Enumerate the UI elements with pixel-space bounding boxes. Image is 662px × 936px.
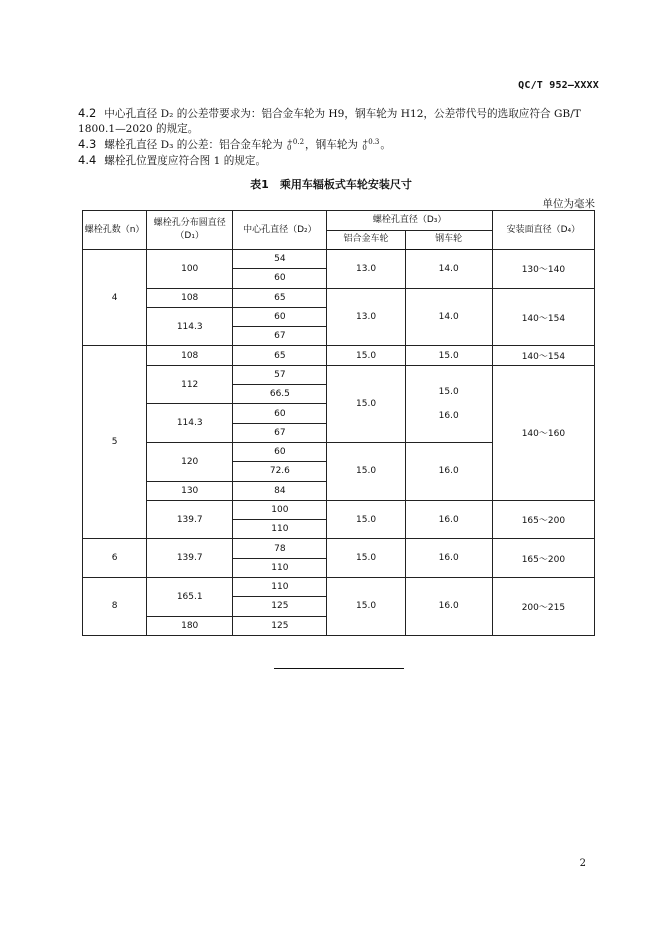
cell-steel: 15.0 16.0 [405, 365, 492, 442]
cell-pcd: 108 [147, 288, 233, 307]
cell-aluminum: 13.0 [327, 250, 405, 289]
table-row [83, 365, 595, 384]
cell-mounting-face: 165～200 [492, 500, 594, 539]
cell-mounting-face: 140～154 [492, 288, 594, 346]
cell-center-bore: 60 [233, 404, 327, 423]
cell-bolt-count: 5 [83, 346, 147, 539]
header-pcd: 螺栓孔分布圆直径（D₁） [147, 211, 233, 250]
cell-aluminum: 13.0 [327, 288, 405, 346]
table-row [83, 346, 595, 365]
cell-mounting-face: 140～154 [492, 346, 594, 365]
table-row [83, 250, 595, 269]
cell-center-bore: 84 [233, 481, 327, 500]
cell-steel: 14.0 [405, 288, 492, 346]
clause-number: 4.2 [78, 106, 97, 120]
cell-bolt-count: 6 [83, 539, 147, 578]
table-row [83, 288, 595, 307]
cell-aluminum: 15.0 [327, 365, 405, 442]
header-bolt-hole: 螺栓孔直径（D₃） [327, 211, 492, 231]
cell-center-bore: 110 [233, 578, 327, 597]
clause-4-3: 4.3 螺栓孔直径 D₃ 的公差：铝合金车轮为 +0.2 0 ，钢车轮为 +0.3 0 。 [78, 137, 391, 152]
table-row [83, 539, 595, 558]
cell-center-bore: 65 [233, 346, 327, 365]
header-center-bore: 中心孔直径（D₂） [233, 211, 327, 250]
cell-mounting-face: 130～140 [492, 250, 594, 289]
cell-steel: 16.0 [405, 539, 492, 578]
cell-pcd: 165.1 [147, 578, 233, 617]
cell-pcd: 114.3 [147, 307, 233, 346]
clause-number: 4.4 [78, 153, 97, 167]
cell-steel: 16.0 [405, 500, 492, 539]
cell-center-bore: 60 [233, 307, 327, 326]
clause-number: 4.3 [78, 137, 97, 151]
cell-pcd: 139.7 [147, 539, 233, 578]
end-of-text-rule [274, 668, 404, 669]
table-title: 表1 乘用车辐板式车轮安装尺寸 [250, 178, 412, 191]
cell-pcd: 100 [147, 250, 233, 289]
cell-center-bore: 60 [233, 442, 327, 461]
cell-pcd: 120 [147, 442, 233, 481]
cell-aluminum: 15.0 [327, 442, 405, 500]
standard-code: QC/T 952—XXXX [518, 80, 599, 91]
clause-text: 螺栓孔位置度应符合图 1 的规定。 [104, 155, 267, 167]
clause-text: 中心孔直径 D₂ 的公差带要求为：铝合金车轮为 H9，钢车轮为 H12，公差带代号的选取应符合 GB/T 1800.1—2020 的规定。 [78, 108, 581, 135]
cell-center-bore: 110 [233, 558, 327, 577]
cell-aluminum: 15.0 [327, 500, 405, 539]
cell-pcd: 180 [147, 616, 233, 635]
cell-center-bore: 125 [233, 597, 327, 616]
clause-4-2 [78, 106, 586, 137]
header-bolt-count: 螺栓孔数（n） [83, 211, 147, 250]
cell-pcd: 139.7 [147, 500, 233, 539]
clause-4-4 [78, 153, 586, 169]
tolerance-aluminum: +0.2 0 [287, 138, 305, 152]
cell-center-bore: 54 [233, 250, 327, 269]
cell-steel: 14.0 [405, 250, 492, 289]
cell-center-bore: 78 [233, 539, 327, 558]
cell-mounting-face: 165～200 [492, 539, 594, 578]
page-number: 2 [579, 858, 586, 869]
table-row [83, 578, 595, 597]
unit-note: 单位为毫米 [542, 198, 595, 210]
cell-pcd: 108 [147, 346, 233, 365]
clause-text: 螺栓孔直径 D₃ 的公差：铝合金车轮为 [104, 139, 287, 151]
header-steel: 钢车轮 [405, 230, 492, 250]
cell-pcd: 130 [147, 481, 233, 500]
cell-center-bore: 66.5 [233, 385, 327, 404]
table-row [83, 500, 595, 519]
clauses [78, 106, 586, 169]
cell-center-bore: 100 [233, 500, 327, 519]
cell-bolt-count: 8 [83, 578, 147, 636]
cell-center-bore: 57 [233, 365, 327, 384]
cell-steel: 16.0 [405, 578, 492, 636]
cell-center-bore: 60 [233, 269, 327, 288]
cell-center-bore: 72.6 [233, 462, 327, 481]
tolerance-steel: +0.3 0 [362, 138, 380, 152]
cell-aluminum: 15.0 [327, 346, 405, 365]
header-aluminum: 铝合金车轮 [327, 230, 405, 250]
mounting-dimensions-table [82, 210, 595, 636]
cell-aluminum: 15.0 [327, 539, 405, 578]
cell-bolt-count: 4 [83, 250, 147, 346]
cell-center-bore: 67 [233, 423, 327, 442]
cell-mounting-face: 200～215 [492, 578, 594, 636]
cell-center-bore: 65 [233, 288, 327, 307]
header-mounting-face: 安装面直径（D₄） [492, 211, 594, 250]
cell-aluminum: 15.0 [327, 578, 405, 636]
cell-pcd: 112 [147, 365, 233, 404]
cell-steel: 15.0 [405, 346, 492, 365]
cell-mounting-face: 140～160 [492, 365, 594, 500]
cell-steel: 16.0 [405, 442, 492, 500]
cell-center-bore: 110 [233, 520, 327, 539]
cell-center-bore: 125 [233, 616, 327, 635]
cell-center-bore: 67 [233, 327, 327, 346]
cell-pcd: 114.3 [147, 404, 233, 443]
